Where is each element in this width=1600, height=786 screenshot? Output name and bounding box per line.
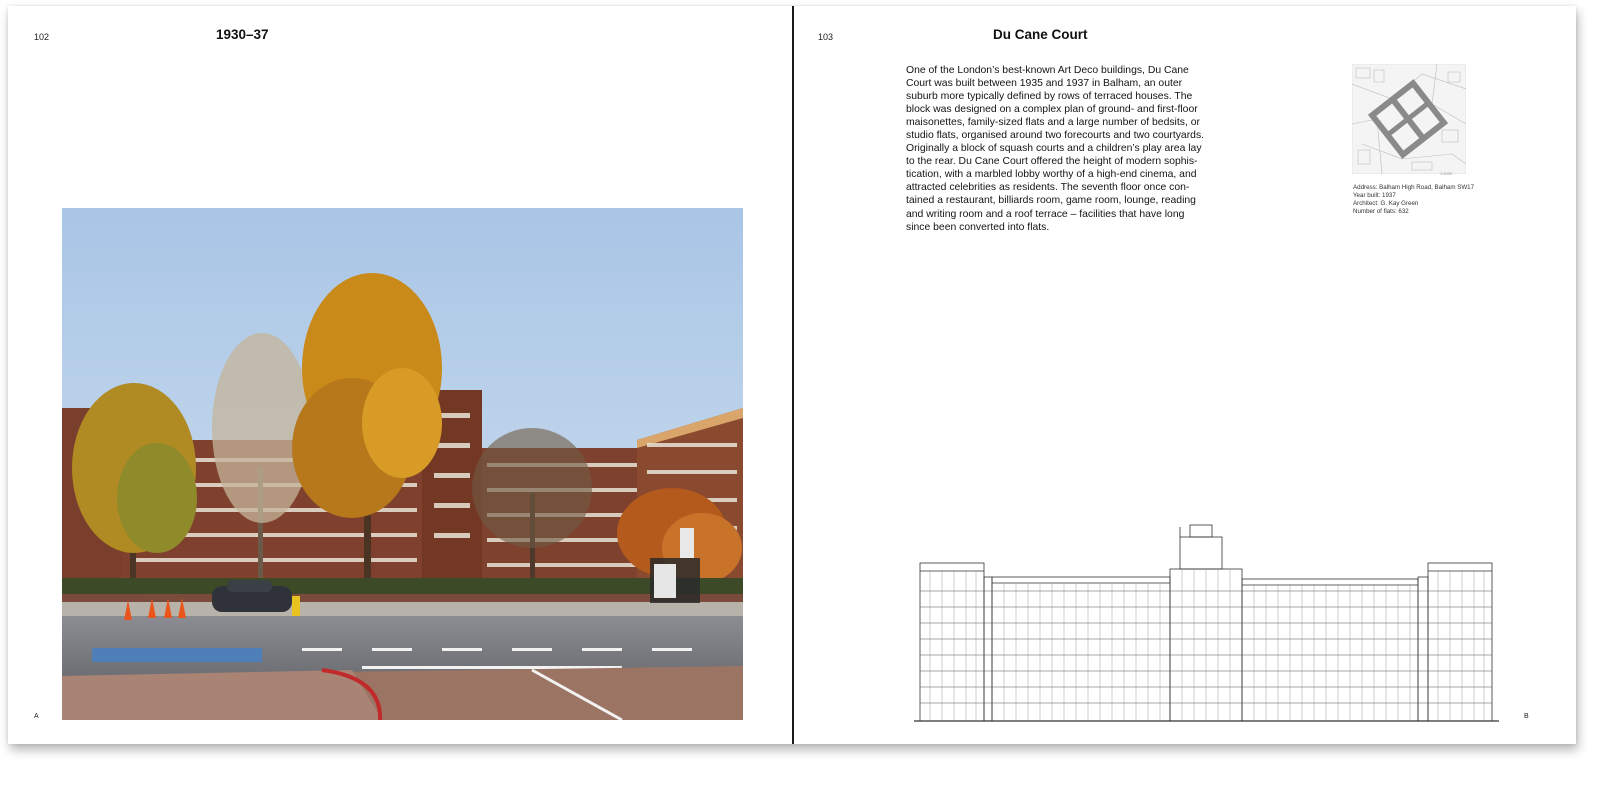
page-number-right: 103	[818, 32, 834, 42]
body-line: block was designed on a complex plan of ground- and first-floor	[906, 104, 1198, 116]
info-year: Year built: 1937	[1353, 192, 1396, 199]
du-cane-court-photo	[62, 208, 743, 720]
info-architect: Architect: G. Kay Green	[1353, 200, 1419, 207]
body-line: suburb more typically defined by rows of terraced houses. The	[906, 91, 1193, 103]
body-line: studio flats, organised around two forecourts and two courtyards.	[906, 130, 1205, 142]
right-page	[794, 6, 1576, 744]
info-address: Address: Balham High Road, Balham SW17	[1353, 184, 1475, 191]
facade-elevation-drawing	[914, 519, 1514, 722]
drawing-label-b: B	[1524, 713, 1529, 720]
site-plan-map	[1352, 64, 1466, 174]
body-line: attracted celebrities as residents. The seventh floor once con-	[906, 182, 1190, 194]
body-line: tication, with a marbled lobby worthy of a high-end cinema, and	[906, 169, 1197, 181]
body-line: tained a restaurant, billiards room, game room, lounge, reading	[906, 195, 1196, 207]
body-line: maisonettes, family-sized flats and a large number of bedsits, or	[906, 117, 1200, 129]
building-title: Du Cane Court	[993, 27, 1088, 42]
left-page	[8, 6, 793, 744]
body-line: One of the London’s best-known Art Deco buildings, Du Cane	[906, 65, 1189, 76]
building-info	[1353, 184, 1474, 216]
plan-scale: 1:5000	[1440, 171, 1453, 176]
chapter-title: 1930–37	[216, 27, 269, 42]
body-line: to the rear. Du Cane Court offered the height of modern sophis-	[906, 156, 1198, 168]
photo-label-a: A	[34, 713, 39, 720]
body-paragraph	[906, 64, 1231, 234]
page-number-left: 102	[34, 32, 50, 42]
book-spread	[8, 6, 1576, 744]
info-flats: Number of flats: 632	[1353, 208, 1409, 215]
body-line: and writing room and a roof terrace – facilities that have long	[906, 208, 1185, 220]
body-line: since been converted into flats.	[906, 221, 1050, 233]
body-line: Originally a block of squash courts and a children’s play area lay	[906, 143, 1202, 155]
body-line: Court was built between 1935 and 1937 in Balham, an outer	[906, 78, 1183, 90]
